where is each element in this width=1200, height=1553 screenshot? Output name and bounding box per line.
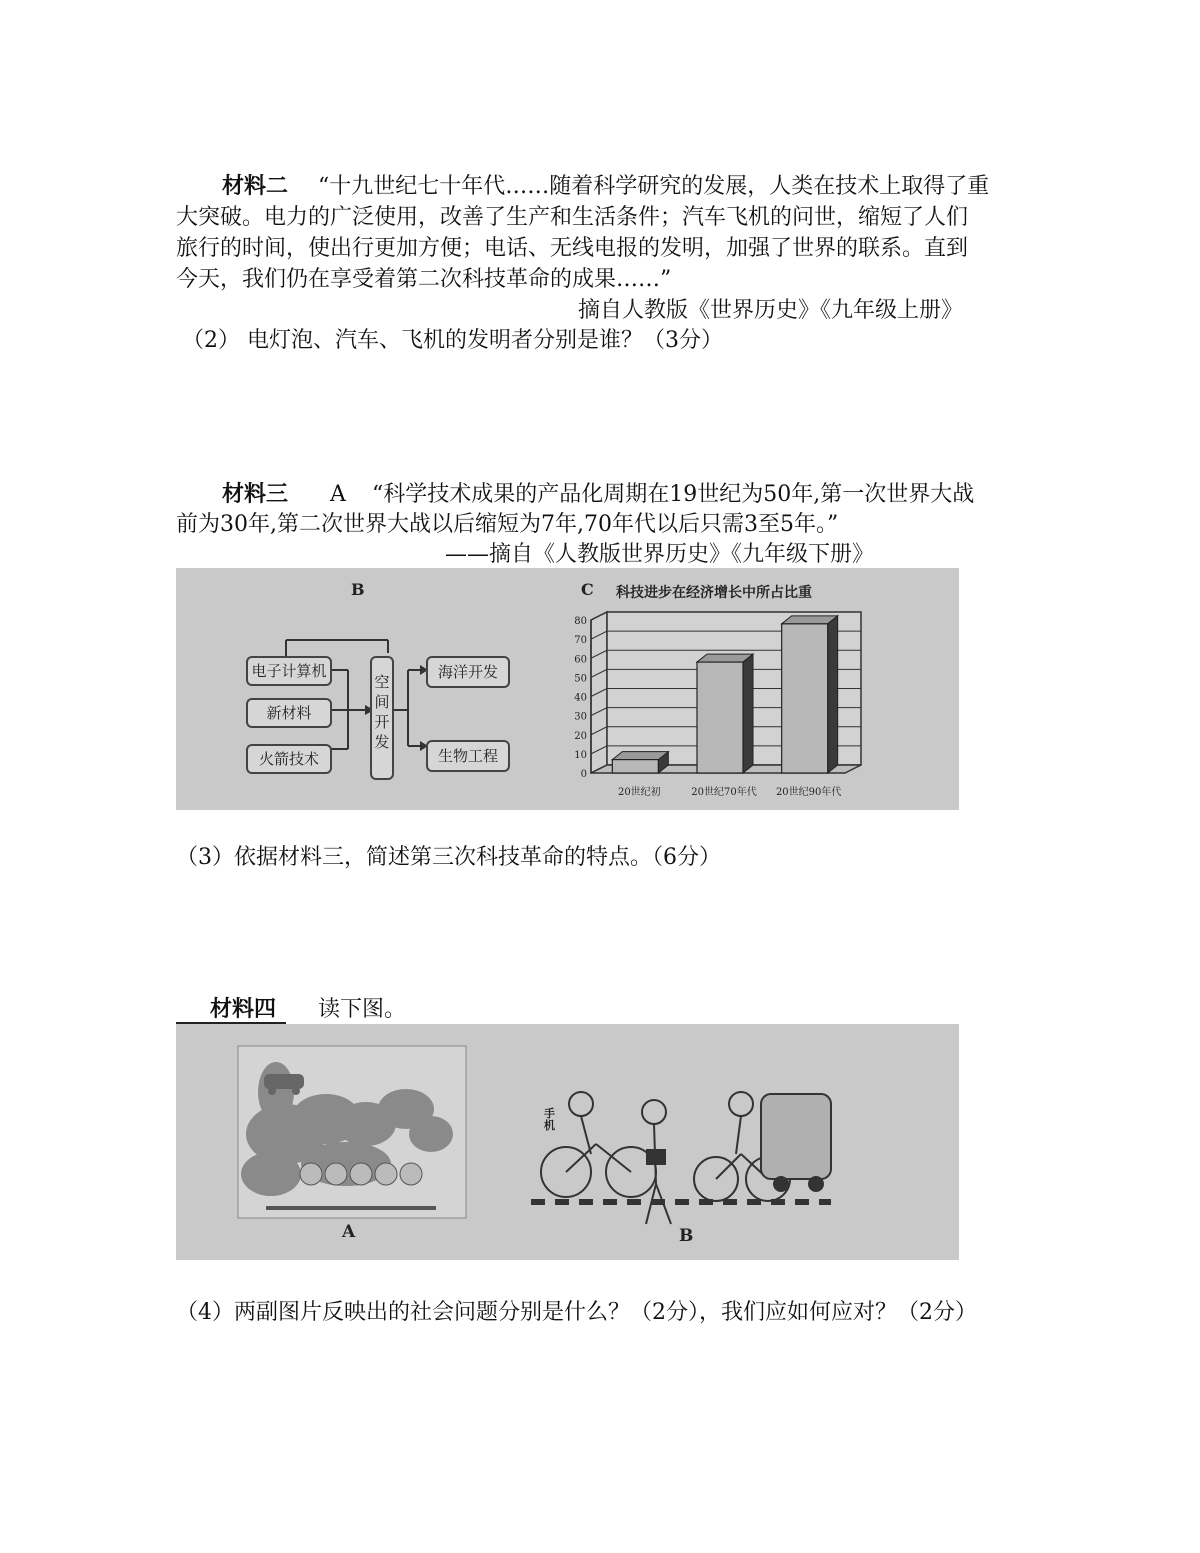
chart-bar-top xyxy=(612,752,668,760)
chart-y-tick-label: 70 xyxy=(574,635,587,647)
chart-bar-side xyxy=(828,616,838,773)
chart-y-tick-label: 0 xyxy=(580,769,587,780)
question-3: （3）依据材料三，简述第三次科技革命的特点。（6分） xyxy=(176,845,721,870)
chart-bar xyxy=(612,760,658,773)
diagram-b-item-new-materials: 新材料 xyxy=(246,698,332,728)
chart-bar-top xyxy=(782,616,838,624)
chart-bar xyxy=(782,624,828,773)
chart-y-tick-label: 10 xyxy=(574,749,587,761)
material4-text: 读下图。 xyxy=(318,997,407,1022)
diagram-b-item-biotech: 生物工程 xyxy=(426,740,510,772)
figure-b-label: B xyxy=(679,1226,694,1246)
chart-bar-side xyxy=(743,654,753,773)
diagram-b-item-ocean: 海洋开发 xyxy=(426,656,510,688)
material2-line-2: 大突破。电力的广泛使用，改善了生产和生活条件；汽车飞机的问世，缩短了人们 xyxy=(176,205,969,230)
chart-bar xyxy=(697,662,743,773)
material2-label: 材料二 xyxy=(222,174,289,199)
chart-bar-top xyxy=(697,654,753,662)
diagram-b-label: B xyxy=(351,580,365,599)
chart-c-svg xyxy=(176,568,959,810)
chart-y-tick-label: 60 xyxy=(574,654,587,666)
chart-y-tick-label: 30 xyxy=(574,711,587,723)
material3-source: ——摘自《人教版世界历史》《九年级下册》 xyxy=(445,542,875,567)
material2-line-4: 今天，我们仍在享受着第二次科技革命的成果……” xyxy=(176,267,672,292)
material4-label: 材料四 xyxy=(210,997,277,1022)
chart-y-tick-label: 40 xyxy=(574,692,587,704)
material3-line-1: “科学技术成果的产品化周期在19世纪为50年,第一次世界大战 xyxy=(372,482,975,507)
chart-y-tick-label: 80 xyxy=(574,616,587,627)
figure-b-phone-traffic-cartoon xyxy=(176,1024,959,1260)
material3-line-2: 前为30年,第二次世界大战以后缩短为7年,70年代以后只需3至5年。” xyxy=(176,512,839,537)
figure-a-label: A xyxy=(342,1222,356,1242)
material2-source: 摘自人教版《世界历史》《九年级上册》 xyxy=(578,298,964,323)
diagram-b-item-rocket: 火箭技术 xyxy=(246,744,332,774)
question-2: （2） 电灯泡、汽车、飞机的发明者分别是谁？（3分） xyxy=(182,328,723,353)
material3-figure-photo xyxy=(176,568,959,810)
material2-line-3: 旅行的时间，使出行更加方便；电话、无线电报的发明，加强了世界的联系。直到 xyxy=(176,236,969,261)
chart-c-label: C xyxy=(581,580,594,599)
chart-title: 科技进步在经济增长中所占比重 xyxy=(616,585,812,601)
diagram-b-item-computer: 电子计算机 xyxy=(246,656,332,686)
chart-x-tick-label: 20世纪90年代 xyxy=(775,787,842,798)
chart-y-tick-label: 50 xyxy=(574,673,587,685)
question-4: （4）两副图片反映出的社会问题分别是什么？（2分），我们应如何应对？（2分） xyxy=(176,1300,977,1325)
chart-x-tick-label: 20世纪初 xyxy=(617,787,661,798)
material4-figure-photo xyxy=(176,1024,959,1260)
figure-b-phone-label: 手机 xyxy=(544,1107,555,1132)
material2-line-1: “十九世纪七十年代……随着科学研究的发展，人类在技术上取得了重 xyxy=(318,174,990,199)
chart-x-tick-label: 20世纪70年代 xyxy=(691,787,757,798)
material3-sub-a: A xyxy=(330,482,346,507)
material3-label: 材料三 xyxy=(222,482,289,507)
chart-y-tick-label: 20 xyxy=(574,730,587,742)
diagram-b-center-space: 空间开发 xyxy=(370,656,394,780)
